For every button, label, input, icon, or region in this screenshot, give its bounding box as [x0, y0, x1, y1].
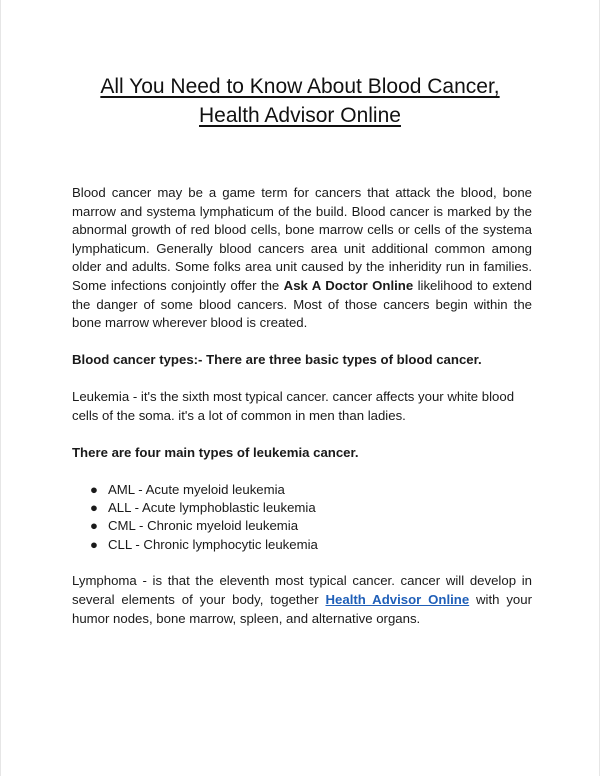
bullet-icon: ●	[90, 518, 98, 534]
leukemia-types-list	[72, 481, 532, 554]
lymphoma-text-2: with your humor nodes, bone marrow, spleen, and alternative organs.	[72, 591, 532, 626]
health-advisor-online-link[interactable]: Health Advisor Online	[325, 591, 470, 607]
lymphoma-paragraph	[72, 572, 532, 628]
intro-paragraph	[72, 184, 532, 333]
document-body	[72, 184, 532, 628]
intro-text-1: Blood cancer may be a game term for cancers that attack the blood, bone marrow and systema lymphaticum of the build. Blood cancer is marked by the abnormal growth of red blood cells, bone marrow cells or cells of the systema lymphaticum. Generally blood cancers area unit additional common among older and adults. Some folks area unit caused by the inheridity run in families. Some infections conjointly offer the	[72, 185, 532, 293]
leukemia-types-heading: There are four main types of leukemia cancer.	[72, 444, 359, 460]
bullet-icon: ●	[90, 500, 98, 516]
title-line-2: Health Advisor Online	[199, 104, 401, 127]
intro-text-2: likelihood to extend the danger of some blood cancers. Most of those cancers begin within the bone marrow wherever blood is created.	[72, 277, 532, 331]
types-heading: Blood cancer types:- There are three basic types of blood cancer.	[72, 351, 482, 367]
list-item: ● CLL - Chronic lymphocytic leukemia	[90, 536, 532, 554]
list-item: ● ALL - Acute lymphoblastic leukemia	[90, 499, 532, 517]
bullet-icon: ●	[90, 536, 98, 552]
leukemia-paragraph: Leukemia - it's the sixth most typical cancer. cancer affects your white blood cells of the soma. it's a lot of common in men than ladies.	[72, 388, 515, 423]
bullet-icon: ●	[90, 481, 98, 497]
page-title	[61, 72, 539, 130]
list-item: ● AML - Acute myeloid leukemia	[90, 481, 532, 499]
intro-bold-keyword: Ask A Doctor Online	[283, 277, 414, 293]
lymphoma-text-1: Lymphoma - is that the eleventh most typical cancer. cancer will develop in several elements of your body, together	[72, 573, 532, 607]
list-item: ● CML - Chronic myeloid leukemia	[90, 517, 532, 535]
title-line-1: All You Need to Know About Blood Cancer,	[100, 75, 500, 98]
